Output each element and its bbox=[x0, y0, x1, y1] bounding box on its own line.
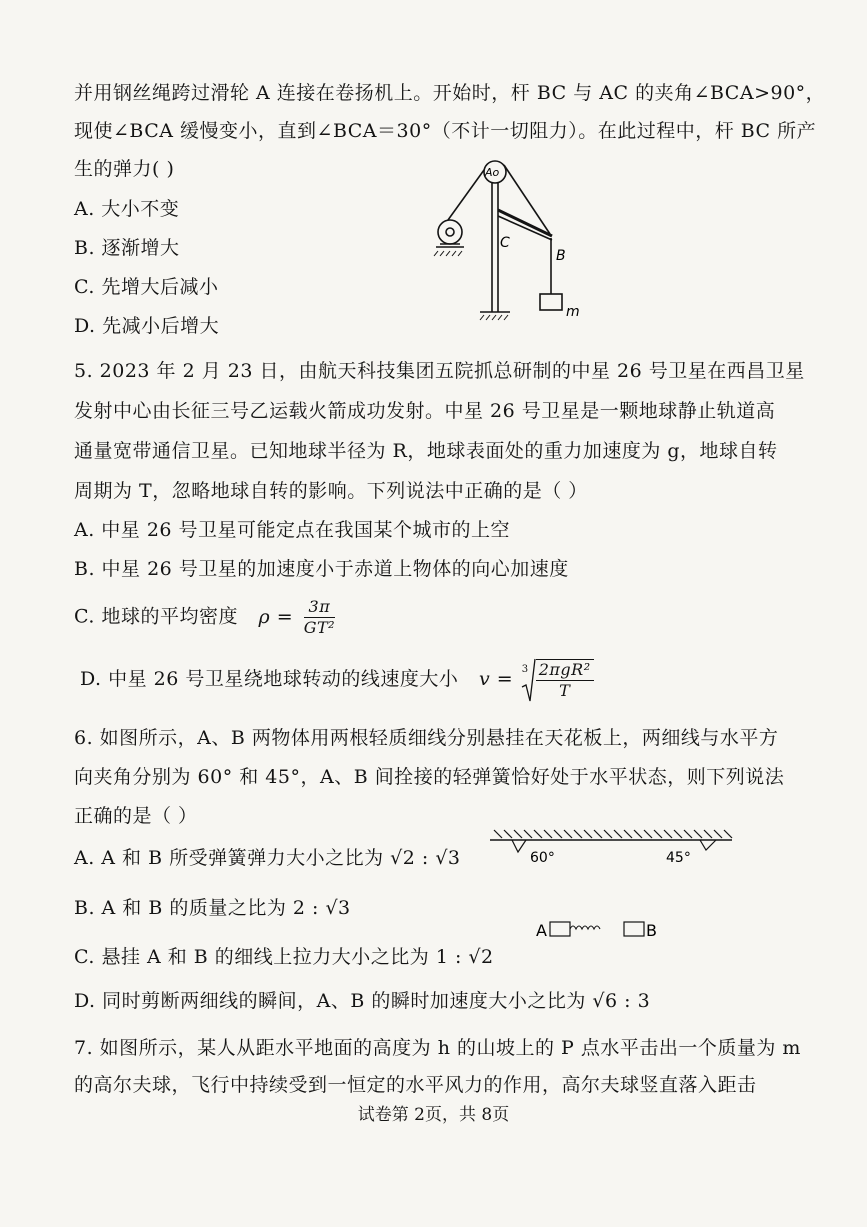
q4-stem-line-3: 生的弹力( ) bbox=[74, 158, 175, 180]
q4-pulley-figure bbox=[428, 152, 608, 322]
q5-stem-line-3: 通量宽带通信卫星。已知地球半径为 R，地球表面处的重力加速度为 g，地球自转 bbox=[74, 440, 778, 462]
q5-option-d-fraction bbox=[536, 659, 594, 701]
q6-option-d: D. 同时剪断两细线的瞬间，A、B 的瞬时加速度大小之比为 √6 : 3 bbox=[74, 990, 651, 1012]
q5-option-b: B. 中星 26 号卫星的加速度小于赤道上物体的向心加速度 bbox=[74, 558, 569, 580]
q5-stem-line-4: 周期为 T，忽略地球自转的影响。下列说法中正确的是（ ） bbox=[74, 480, 588, 502]
q5-option-c-denominator: GT² bbox=[303, 618, 336, 637]
q6-option-a: A. A 和 B 所受弹簧弹力大小之比为 √2 : √3 bbox=[74, 847, 461, 869]
radical-sign-icon bbox=[520, 657, 536, 703]
block-b-label: B bbox=[646, 921, 657, 940]
label-b: B bbox=[556, 248, 566, 264]
block-b bbox=[624, 922, 644, 936]
q4-option-d: D. 先减小后增大 bbox=[74, 315, 220, 337]
q4-option-b: B. 逐渐增大 bbox=[74, 237, 180, 259]
mass-block bbox=[540, 294, 562, 310]
q7-stem-line-2: 的高尔夫球，飞行中持续受到一恒定的水平风力的作用，高尔夫球竖直落入距击 bbox=[74, 1074, 757, 1096]
label-c: C bbox=[500, 235, 510, 251]
label-a: Ao bbox=[485, 166, 500, 179]
q5-option-c-text: C. 地球的平均密度 bbox=[74, 605, 238, 628]
q5-option-c-lhs: ρ = bbox=[258, 605, 294, 628]
q5-option-a: A. 中星 26 号卫星可能定点在我国某个城市的上空 bbox=[74, 519, 511, 541]
block-a-label: A bbox=[536, 921, 547, 940]
q5-option-c-numerator: 3π bbox=[304, 597, 335, 618]
angle-45-label: 45° bbox=[666, 850, 691, 866]
q6-option-b: B. A 和 B 的质量之比为 2 : √3 bbox=[74, 897, 351, 919]
q5-option-d-numerator: 2πgR² bbox=[536, 660, 594, 681]
q6-stem-line-3: 正确的是（ ） bbox=[74, 805, 198, 827]
q4-option-a: A. 大小不变 bbox=[74, 198, 180, 220]
q5-option-d-root bbox=[520, 659, 594, 701]
q4-option-c: C. 先增大后减小 bbox=[74, 276, 219, 298]
q5-option-d-lhs: v = bbox=[478, 668, 514, 690]
q7-stem-line-1: 7. 如图所示，某人从距水平地面的高度为 h 的山坡上的 P 点水平击出一个质量为 m bbox=[74, 1037, 801, 1059]
q5-option-d-text: D. 中星 26 号卫星绕地球转动的线速度大小 bbox=[80, 668, 459, 690]
q5-stem-line-2: 发射中心由长征三号乙运载火箭成功发射。中星 26 号卫星是一颗地球静止轨道高 bbox=[74, 400, 776, 422]
spring-icon bbox=[570, 926, 600, 929]
q5-option-c-fraction bbox=[304, 597, 335, 638]
page-footer: 试卷第 2页，共 8页 bbox=[357, 1105, 510, 1125]
winch-drum-icon bbox=[438, 220, 462, 244]
q5-option-c bbox=[74, 597, 339, 638]
q4-stem-line-2: 现使∠BCA 缓慢变小，直到∠BCA＝30°（不计一切阻力）。在此过程中，杆 BC 所产 bbox=[74, 120, 817, 142]
q5-stem-line-1: 5. 2023 年 2 月 23 日，由航天科技集团五院抓总研制的中星 26 号卫星在西昌卫星 bbox=[74, 360, 805, 382]
q6-stem-line-2: 向夹角分别为 60° 和 45°，A、B 间拴接的轻弹簧恰好处于水平状态，则下列说法 bbox=[74, 766, 785, 788]
q5-option-d bbox=[80, 659, 594, 701]
q6-option-c: C. 悬挂 A 和 B 的细线上拉力大小之比为 1 : √2 bbox=[74, 946, 494, 968]
q6-spring-figure bbox=[488, 826, 738, 946]
q6-stem-line-1: 6. 如图所示，A、B 两物体用两根轻质细线分别悬挂在天花板上，两细线与水平方 bbox=[74, 727, 779, 749]
q4-stem-line-1: 并用钢丝绳跨过滑轮 A 连接在卷扬机上。开始时，杆 BC 与 AC 的夹角∠BCA>90°， bbox=[74, 82, 826, 104]
angle-60-label: 60° bbox=[530, 850, 555, 866]
label-m: m bbox=[566, 304, 580, 320]
q5-option-d-denominator: T bbox=[559, 681, 571, 700]
root-index: 3 bbox=[521, 664, 529, 675]
block-a bbox=[550, 922, 570, 936]
